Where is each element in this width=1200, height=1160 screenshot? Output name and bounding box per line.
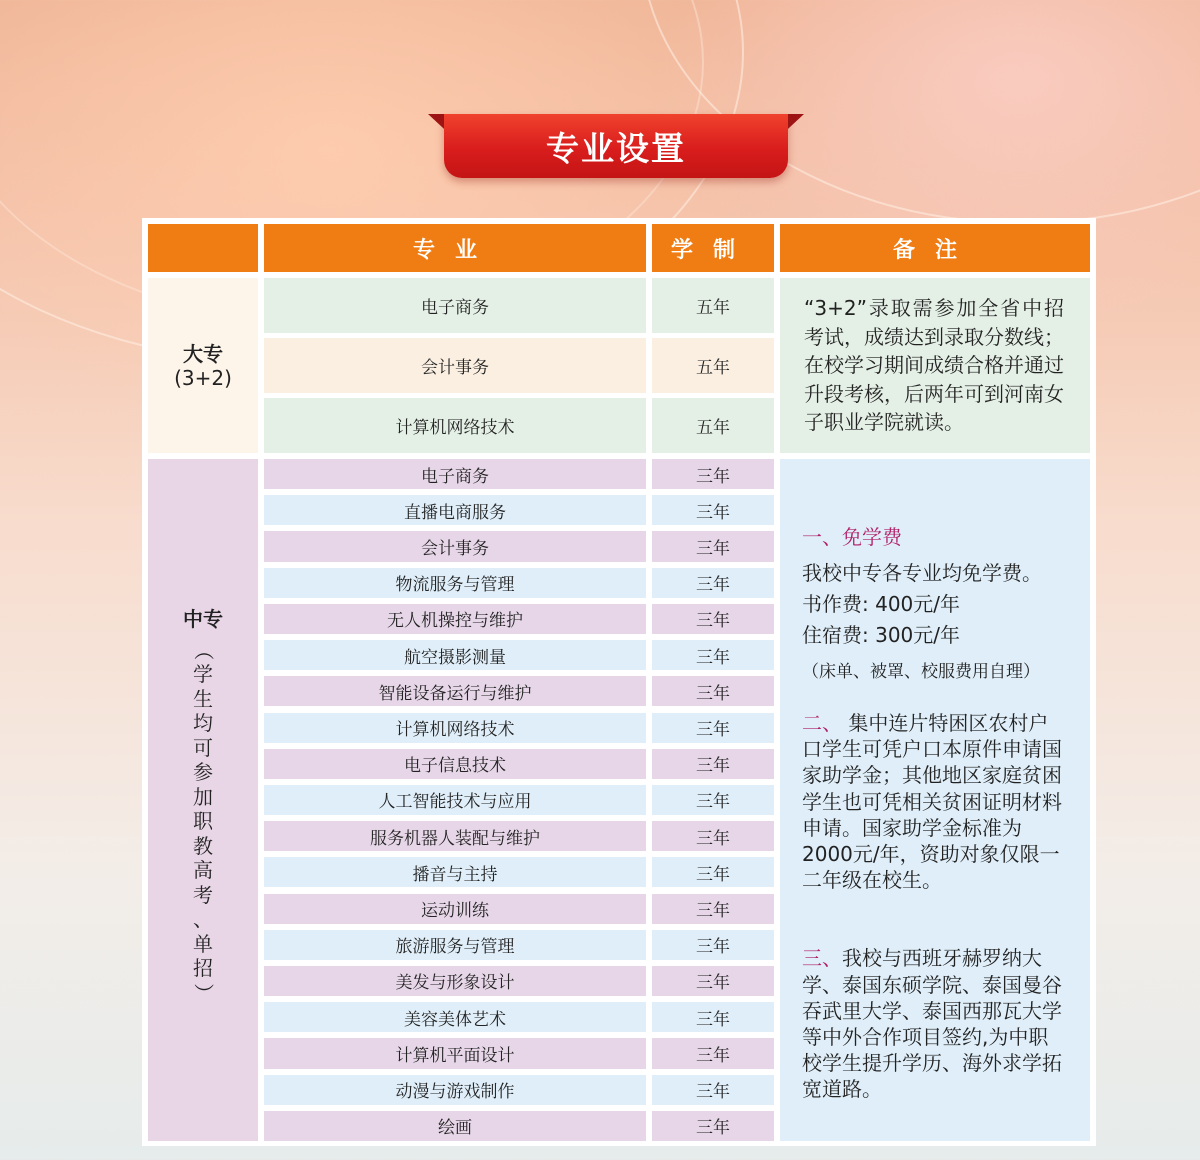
header-note: 备注 (780, 224, 1090, 272)
note-marker: 三、 (802, 946, 842, 971)
zhongzhuan-major-cell: 会计事务 (264, 531, 646, 561)
dazhuan-name: 大专 (183, 341, 223, 366)
zhongzhuan-duration-cell: 三年 (652, 785, 774, 815)
note-line: 我校中专各专业均免学费。 (802, 561, 1042, 585)
zhongzhuan-note (780, 459, 1090, 1141)
dazhuan-note: “3+2”录取需参加全省中招考试，成绩达到录取分数线；在校学习期间成绩合格并通过升段考核，后两年可到河南女子职业学院就读。 (780, 278, 1090, 453)
zhongzhuan-duration-cell: 三年 (652, 1038, 774, 1068)
zhongzhuan-label-char: ） (191, 982, 216, 1003)
section-label-dazhuan (148, 278, 258, 453)
zhongzhuan-label-char: 招 (193, 956, 213, 980)
zhongzhuan-major-cell: 物流服务与管理 (264, 568, 646, 598)
note-paragraph-text: 集中连片特困区农村户口学生可凭户口本原件申请国家助学金；其他地区家庭贫困学生也可凭相关贫困证明材料申请。国家助学金标准为2000元/年，资助对象仅限一二年级在校生。 (802, 711, 1062, 893)
section-label-zhongzhuan (148, 459, 258, 1141)
zhongzhuan-label-char: 高 (193, 858, 213, 882)
zhongzhuan-duration-cell: 三年 (652, 1002, 774, 1032)
note-paragraph-partners (802, 945, 1064, 1102)
zhongzhuan-duration-cell: 三年 (652, 568, 774, 598)
zhongzhuan-name: 中专 (183, 607, 223, 631)
zhongzhuan-major-cell: 人工智能技术与应用 (264, 785, 646, 815)
zhongzhuan-label-char: 可 (193, 735, 213, 760)
dazhuan-duration-cell: 五年 (652, 398, 774, 453)
header-major: 专业 (264, 224, 646, 272)
zhongzhuan-label-char: 加 (193, 784, 213, 809)
zhongzhuan-duration-cell: 三年 (652, 713, 774, 743)
note-heading-free-tuition: 一、免学费 (802, 525, 902, 549)
dazhuan-major-cell: 会计事务 (264, 338, 646, 393)
header-duration: 学制 (652, 224, 774, 272)
dazhuan-major-cell: 电子商务 (264, 278, 646, 333)
program-table (142, 218, 1096, 1146)
zhongzhuan-duration-cell: 三年 (652, 857, 774, 887)
zhongzhuan-duration-cell: 三年 (652, 749, 774, 779)
zhongzhuan-major-cell: 播音与主持 (264, 857, 646, 887)
title-banner (428, 114, 804, 178)
zhongzhuan-duration-cell: 三年 (652, 821, 774, 851)
dazhuan-duration-cell: 五年 (652, 278, 774, 333)
dazhuan-duration-cell: 五年 (652, 338, 774, 393)
zhongzhuan-duration-cell: 三年 (652, 1111, 774, 1141)
zhongzhuan-major-cell: 直播电商服务 (264, 495, 646, 525)
note-paragraph-aid (802, 710, 1064, 893)
zhongzhuan-label-char: 单 (193, 931, 213, 956)
zhongzhuan-major-cell: 智能设备运行与维护 (264, 676, 646, 706)
zhongzhuan-major-cell: 计算机平面设计 (264, 1038, 646, 1068)
header-blank (148, 224, 258, 272)
zhongzhuan-duration-cell: 三年 (652, 966, 774, 996)
zhongzhuan-major-cell: 美发与形象设计 (264, 966, 646, 996)
zhongzhuan-label-char: 职 (193, 809, 213, 833)
note-marker: 二、 (802, 711, 842, 735)
zhongzhuan-label-char: （ (191, 639, 216, 660)
page-title: 专业设置 (546, 128, 686, 168)
zhongzhuan-label-char: 均 (193, 711, 213, 735)
zhongzhuan-label-char: 学 (193, 662, 213, 686)
zhongzhuan-major-cell: 美容美体艺术 (264, 1002, 646, 1032)
zhongzhuan-major-cell: 旅游服务与管理 (264, 930, 646, 960)
zhongzhuan-major-cell: 计算机网络技术 (264, 713, 646, 743)
note-line: 书作费: 400元/年 (802, 592, 961, 616)
zhongzhuan-label-char: 教 (193, 833, 213, 858)
zhongzhuan-duration-cell: 三年 (652, 676, 774, 706)
dazhuan-sub: (3+2) (174, 365, 232, 390)
note-paragraph-text: 我校与西班牙赫罗纳大学、泰国东硕学院、泰国曼谷吞武里大学、泰国西那瓦大学等中外合作项目签约,为中职校学生提升学历、海外求学拓宽道路。 (802, 946, 1062, 1102)
zhongzhuan-duration-cell: 三年 (652, 1075, 774, 1105)
zhongzhuan-label-char: 参 (193, 760, 213, 784)
zhongzhuan-duration-cell: 三年 (652, 640, 774, 670)
zhongzhuan-label-vertical (183, 459, 223, 1005)
zhongzhuan-major-cell: 电子信息技术 (264, 749, 646, 779)
background-swirl (640, 0, 1200, 224)
zhongzhuan-label-char: 、 (193, 907, 213, 931)
zhongzhuan-major-cell: 服务机器人装配与维护 (264, 821, 646, 851)
zhongzhuan-duration-cell: 三年 (652, 894, 774, 924)
zhongzhuan-major-cell: 无人机操控与维护 (264, 604, 646, 634)
note-line-small: （床单、被罩、校服费用自理） (802, 662, 1040, 682)
zhongzhuan-major-cell: 绘画 (264, 1111, 646, 1141)
zhongzhuan-major-cell: 电子商务 (264, 459, 646, 489)
dazhuan-major-cell: 计算机网络技术 (264, 398, 646, 453)
zhongzhuan-duration-cell: 三年 (652, 604, 774, 634)
banner-ribbon (444, 114, 788, 178)
zhongzhuan-duration-cell: 三年 (652, 531, 774, 561)
note-line: 住宿费: 300元/年 (802, 623, 961, 647)
zhongzhuan-label-char: 生 (193, 686, 213, 711)
zhongzhuan-duration-cell: 三年 (652, 495, 774, 525)
zhongzhuan-duration-cell: 三年 (652, 459, 774, 489)
zhongzhuan-major-cell: 航空摄影测量 (264, 640, 646, 670)
zhongzhuan-duration-cell: 三年 (652, 930, 774, 960)
zhongzhuan-major-cell: 运动训练 (264, 894, 646, 924)
zhongzhuan-major-cell: 动漫与游戏制作 (264, 1075, 646, 1105)
zhongzhuan-label-char: 考 (193, 882, 213, 907)
